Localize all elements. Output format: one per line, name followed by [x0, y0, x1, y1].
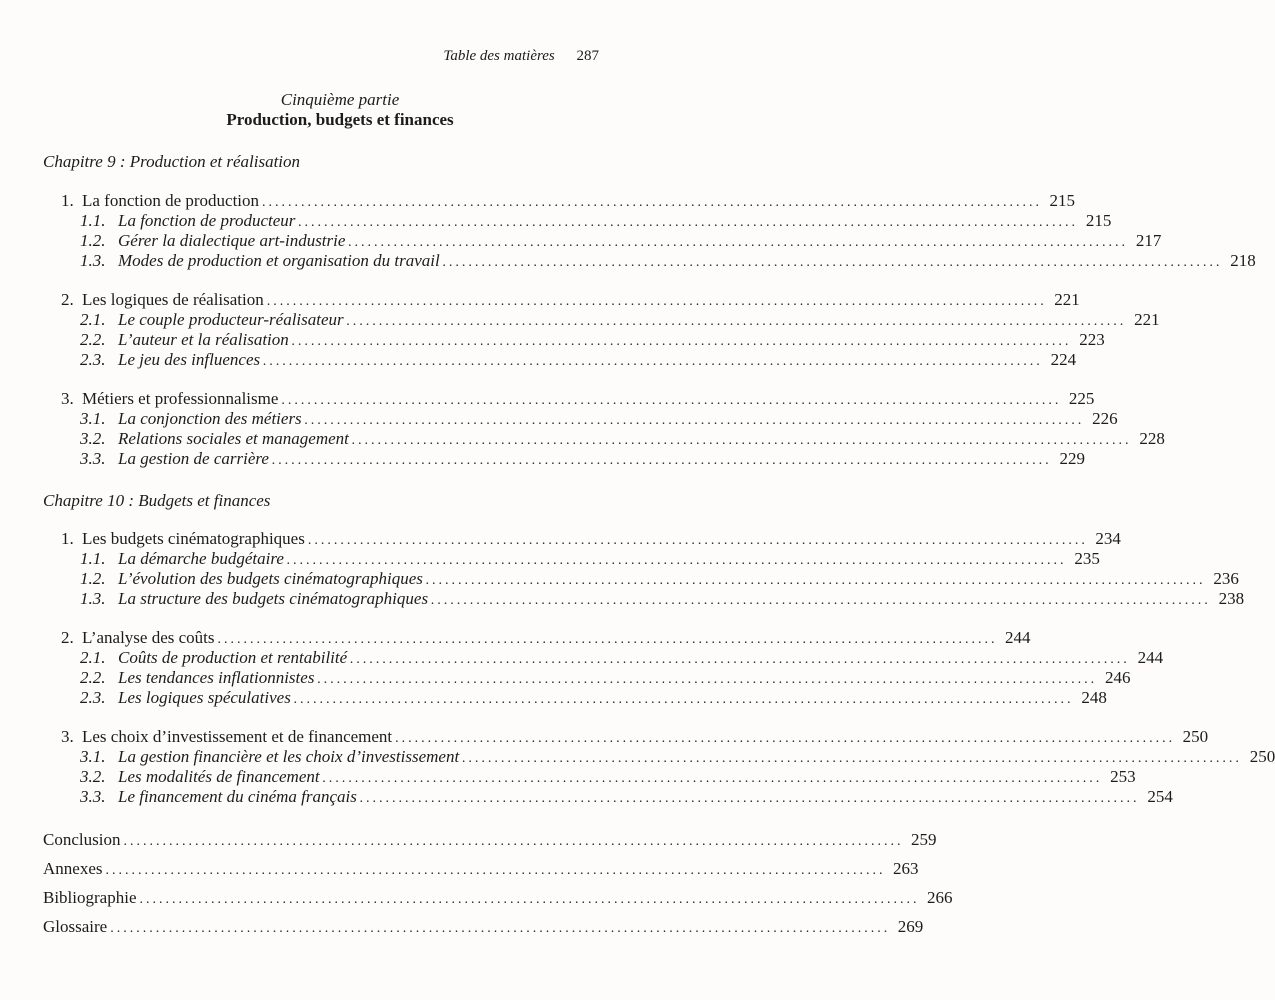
subsection-title: Les modalités de financement: [118, 767, 320, 786]
backmatter-title: Bibliographie: [43, 888, 137, 907]
subsection-title: Le jeu des influences: [118, 350, 261, 369]
dot-leader: ........................................................................................................................: [462, 751, 1243, 766]
toc-section[interactable]: [61, 529, 1121, 549]
subsection-number: 3.1.: [80, 409, 106, 428]
subsection-title: Le couple producteur-réalisateur: [118, 310, 344, 329]
toc-subsection[interactable]: [80, 787, 1173, 807]
subsection-number: 1.2.: [80, 231, 106, 250]
dot-leader: ........................................................................................................................: [263, 354, 1044, 369]
toc-section[interactable]: [61, 191, 1076, 211]
toc-subsection[interactable]: [80, 589, 1245, 609]
subsection-page: 228: [1139, 429, 1165, 448]
dot-leader: ........................................................................................................................: [139, 892, 920, 907]
subsection-number: 2.2.: [80, 668, 106, 687]
section-number: 2.: [61, 290, 74, 309]
subsection-number: 2.3.: [80, 688, 106, 707]
toc-subsection[interactable]: [80, 310, 1160, 330]
subsection-page: 244: [1137, 648, 1164, 667]
dot-leader: ........................................................................................................................: [431, 593, 1212, 608]
subsection-number: 3.2.: [80, 429, 106, 448]
dot-leader: ........................................................................................................................: [322, 771, 1103, 786]
dot-leader: ........................................................................................................................: [350, 652, 1131, 667]
dot-leader: ........................................................................................................................: [262, 195, 1043, 210]
subsection-title: La conjonction des métiers: [118, 409, 302, 428]
dot-leader: ........................................................................................................................: [442, 255, 1223, 270]
subsection-number: 1.2.: [80, 569, 106, 588]
subsection-title: La structure des budgets cinématographiques: [118, 589, 429, 608]
toc-backmatter[interactable]: [43, 859, 919, 879]
toc-subsection[interactable]: [80, 549, 1100, 569]
subsection-number: 2.2.: [80, 330, 106, 349]
subsection-page: 235: [1074, 549, 1100, 568]
subsection-title: Le financement du cinéma français: [118, 787, 357, 806]
backmatter-title: Annexes: [43, 859, 103, 878]
toc-subsection[interactable]: [80, 767, 1136, 787]
subsection-page: 215: [1085, 211, 1112, 230]
toc-section[interactable]: [61, 290, 1080, 310]
subsection-page: 223: [1079, 330, 1105, 349]
subsection-page: 226: [1092, 409, 1118, 428]
subsection-title: La fonction de producteur: [118, 211, 296, 230]
toc-subsection[interactable]: [80, 429, 1165, 449]
dot-leader: ........................................................................................................................: [346, 314, 1127, 329]
toc-section[interactable]: [61, 628, 1031, 648]
dot-leader: ........................................................................................................................: [317, 672, 1098, 687]
dot-leader: ........................................................................................................................: [281, 393, 1062, 408]
backmatter-page: 266: [926, 888, 953, 907]
subsection-page: 246: [1104, 668, 1131, 687]
subsection-number: 2.1.: [80, 648, 106, 667]
subsection-title: La gestion financière et les choix d’investissement: [118, 747, 460, 766]
subsection-number: 1.1.: [80, 211, 106, 230]
toc-subsection[interactable]: [80, 251, 1256, 271]
section-number: 1.: [61, 529, 74, 548]
subsection-title: La gestion de carrière: [118, 449, 269, 468]
dot-leader: ........................................................................................................................: [110, 921, 891, 936]
subsection-number: 2.1.: [80, 310, 106, 329]
subsection-page: 229: [1059, 449, 1085, 468]
section-page: 225: [1068, 389, 1095, 408]
toc-subsection[interactable]: [80, 409, 1118, 429]
subsection-number: 3.1.: [80, 747, 106, 766]
dot-leader: ........................................................................................................................: [395, 731, 1176, 746]
toc-backmatter[interactable]: [43, 917, 924, 937]
dot-leader: ........................................................................................................................: [351, 433, 1132, 448]
running-head: [443, 48, 599, 65]
subsection-number: 1.3.: [80, 251, 106, 270]
dot-leader: ........................................................................................................................: [304, 413, 1085, 428]
toc-subsection[interactable]: [80, 668, 1131, 688]
dot-leader: ........................................................................................................................: [425, 573, 1206, 588]
subsection-page: 236: [1213, 569, 1239, 588]
subsection-page: 238: [1218, 589, 1245, 608]
toc-backmatter[interactable]: [43, 830, 937, 850]
subsection-number: 1.3.: [80, 589, 106, 608]
subsection-page: 218: [1230, 251, 1256, 270]
dot-leader: ........................................................................................................................: [271, 453, 1052, 468]
dot-leader: ........................................................................................................................: [105, 863, 886, 878]
subsection-title: La démarche budgétaire: [118, 549, 284, 568]
subsection-page: 254: [1147, 787, 1173, 806]
section-page: 215: [1049, 191, 1076, 210]
section-title: L’analyse des coûts: [82, 628, 215, 647]
toc-subsection[interactable]: [80, 747, 1275, 767]
dot-leader: ........................................................................................................................: [359, 791, 1140, 806]
toc-subsection[interactable]: [80, 211, 1112, 231]
subsection-title: Les tendances inflationnistes: [118, 668, 315, 687]
dot-leader: ........................................................................................................................: [123, 834, 904, 849]
chapter-heading: Chapitre 10 : Budgets et finances: [43, 491, 271, 510]
dot-leader: ........................................................................................................................: [348, 235, 1129, 250]
subsection-number: 1.1.: [80, 549, 106, 568]
toc-subsection[interactable]: [80, 449, 1085, 469]
subsection-title: Les logiques spéculatives: [118, 688, 291, 707]
toc-subsection[interactable]: [80, 648, 1164, 668]
subsection-page: 250: [1249, 747, 1275, 766]
subsection-title: L’évolution des budgets cinématographiques: [118, 569, 423, 588]
toc-backmatter[interactable]: [43, 888, 953, 908]
chapter-heading: Chapitre 9 : Production et réalisation: [43, 152, 301, 171]
section-title: Métiers et professionnalisme: [82, 389, 279, 408]
page-number: 287: [576, 48, 599, 64]
dot-leader: ........................................................................................................................: [307, 533, 1088, 548]
section-page: 234: [1095, 529, 1121, 548]
dot-leader: ........................................................................................................................: [298, 215, 1079, 230]
backmatter-page: 269: [897, 917, 924, 936]
subsection-page: 248: [1081, 688, 1107, 707]
subsection-page: 253: [1110, 767, 1136, 786]
backmatter-page: 259: [910, 830, 937, 849]
toc-section[interactable]: [61, 727, 1209, 747]
section-page: 244: [1005, 628, 1031, 647]
dot-leader: ........................................................................................................................: [217, 632, 998, 647]
section-title: Les choix d’investissement et de financement: [82, 727, 393, 746]
toc-section[interactable]: [61, 389, 1095, 409]
subsection-number: 3.3.: [80, 787, 106, 806]
toc-subsection[interactable]: [80, 231, 1162, 251]
subsection-page: 221: [1134, 310, 1160, 329]
subsection-title: L’auteur et la réalisation: [118, 330, 289, 349]
subsection-page: 224: [1050, 350, 1077, 369]
toc-subsection[interactable]: [80, 569, 1239, 589]
section-title: Les budgets cinématographiques: [82, 529, 305, 548]
subsection-page: 217: [1135, 231, 1162, 250]
toc-subsection[interactable]: [80, 688, 1107, 708]
backmatter-page: 263: [892, 859, 919, 878]
section-title: La fonction de production: [82, 191, 260, 210]
backmatter-title: Conclusion: [43, 830, 121, 849]
section-page: 221: [1054, 290, 1080, 309]
dot-leader: ........................................................................................................................: [286, 553, 1067, 568]
subsection-title: Modes de production et organisation du travail: [118, 251, 440, 270]
section-number: 3.: [61, 389, 74, 408]
section-page: 250: [1182, 727, 1209, 746]
subsection-title: Coûts de production et rentabilité: [118, 648, 348, 667]
subsection-title: Gérer la dialectique art-industrie: [118, 231, 346, 250]
toc-subsection[interactable]: [80, 330, 1105, 350]
subsection-number: 3.2.: [80, 767, 106, 786]
subsection-title: Relations sociales et management: [118, 429, 349, 448]
section-number: 1.: [61, 191, 74, 210]
backmatter-title: Glossaire: [43, 917, 108, 936]
part-title: Production, budgets et finances: [226, 110, 454, 129]
dot-leader: ........................................................................................................................: [291, 334, 1072, 349]
section-number: 3.: [61, 727, 74, 746]
section-number: 2.: [61, 628, 74, 647]
dot-leader: ........................................................................................................................: [266, 294, 1047, 309]
running-title: Table des matières: [443, 48, 555, 64]
section-title: Les logiques de réalisation: [82, 290, 264, 309]
part-label: Cinquième partie: [280, 90, 400, 109]
toc-subsection[interactable]: [80, 350, 1077, 370]
subsection-number: 3.3.: [80, 449, 106, 468]
dot-leader: ........................................................................................................................: [293, 692, 1074, 707]
subsection-number: 2.3.: [80, 350, 106, 369]
